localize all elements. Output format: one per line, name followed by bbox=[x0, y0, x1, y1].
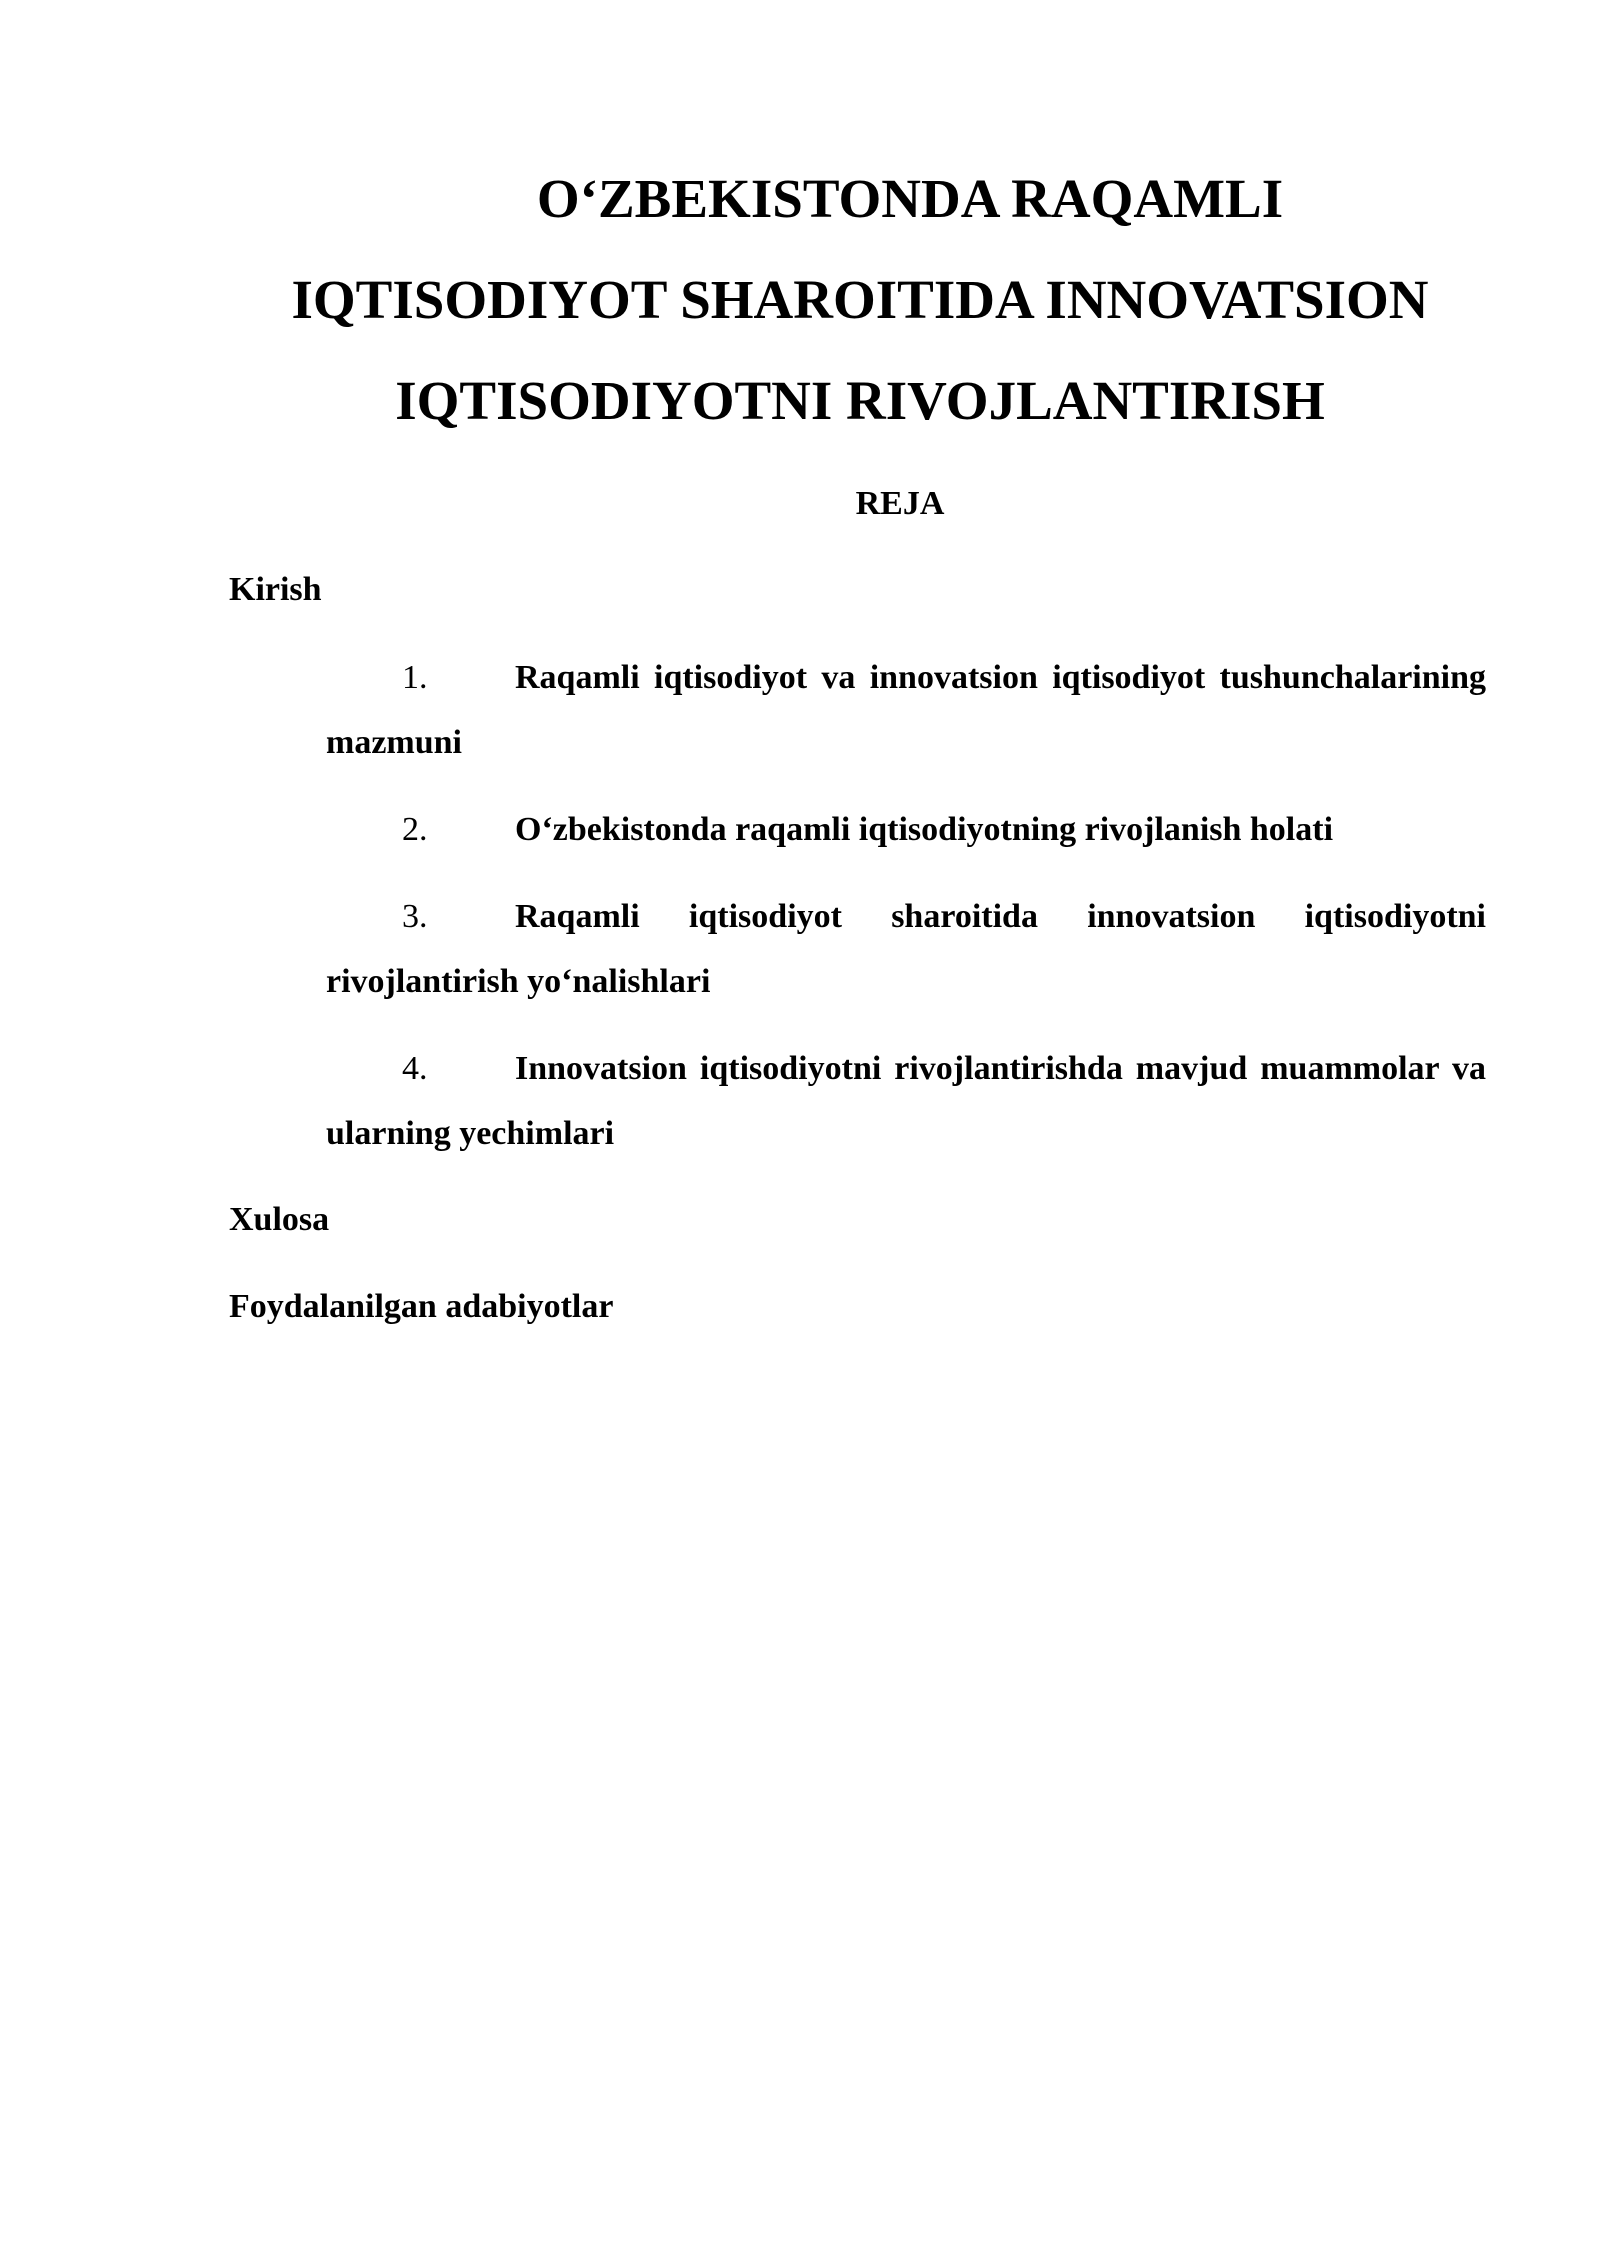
plan-item-number: 3. bbox=[402, 898, 428, 935]
document-title bbox=[230, 148, 1490, 451]
plan-item-number: 2. bbox=[402, 811, 428, 848]
plan-item-text: Raqamli iqtisodiyot va innovatsion iqtisodiyot tushunchalarining mazmuni bbox=[326, 659, 1486, 761]
plan-item-1 bbox=[326, 645, 1486, 775]
plan-item-text: O‘zbekistonda raqamli iqtisodiyotning rivojlanish holati bbox=[515, 811, 1334, 848]
title-line-1: O‘ZBEKISTONDA RAQAMLI bbox=[536, 168, 1284, 229]
plan-item-text: Innovatsion iqtisodiyotni rivojlantirishda mavjud muammolar va ularning yechimlari bbox=[326, 1050, 1486, 1152]
plan-item-2 bbox=[326, 797, 1486, 862]
title-line-2: IQTISODIYOT SHAROITIDA INNOVATSION bbox=[291, 269, 1429, 330]
title-line-3: IQTISODIYOTNI RIVOJLANTIRISH bbox=[395, 370, 1325, 431]
introduction-heading: Kirish bbox=[229, 571, 322, 608]
plan-item-number: 1. bbox=[402, 659, 428, 696]
plan-item-number: 4. bbox=[402, 1050, 428, 1087]
plan-heading: REJA bbox=[855, 485, 945, 522]
conclusion-heading: Xulosa bbox=[229, 1201, 330, 1238]
plan-item-3 bbox=[326, 884, 1486, 1014]
plan-item-text: Raqamli iqtisodiyot sharoitida innovatsion iqtisodiyotni rivojlantirish yo‘nalishlari bbox=[326, 898, 1486, 1000]
plan-item-4 bbox=[326, 1036, 1486, 1166]
references-heading: Foydalanilgan adabiyotlar bbox=[229, 1288, 614, 1325]
